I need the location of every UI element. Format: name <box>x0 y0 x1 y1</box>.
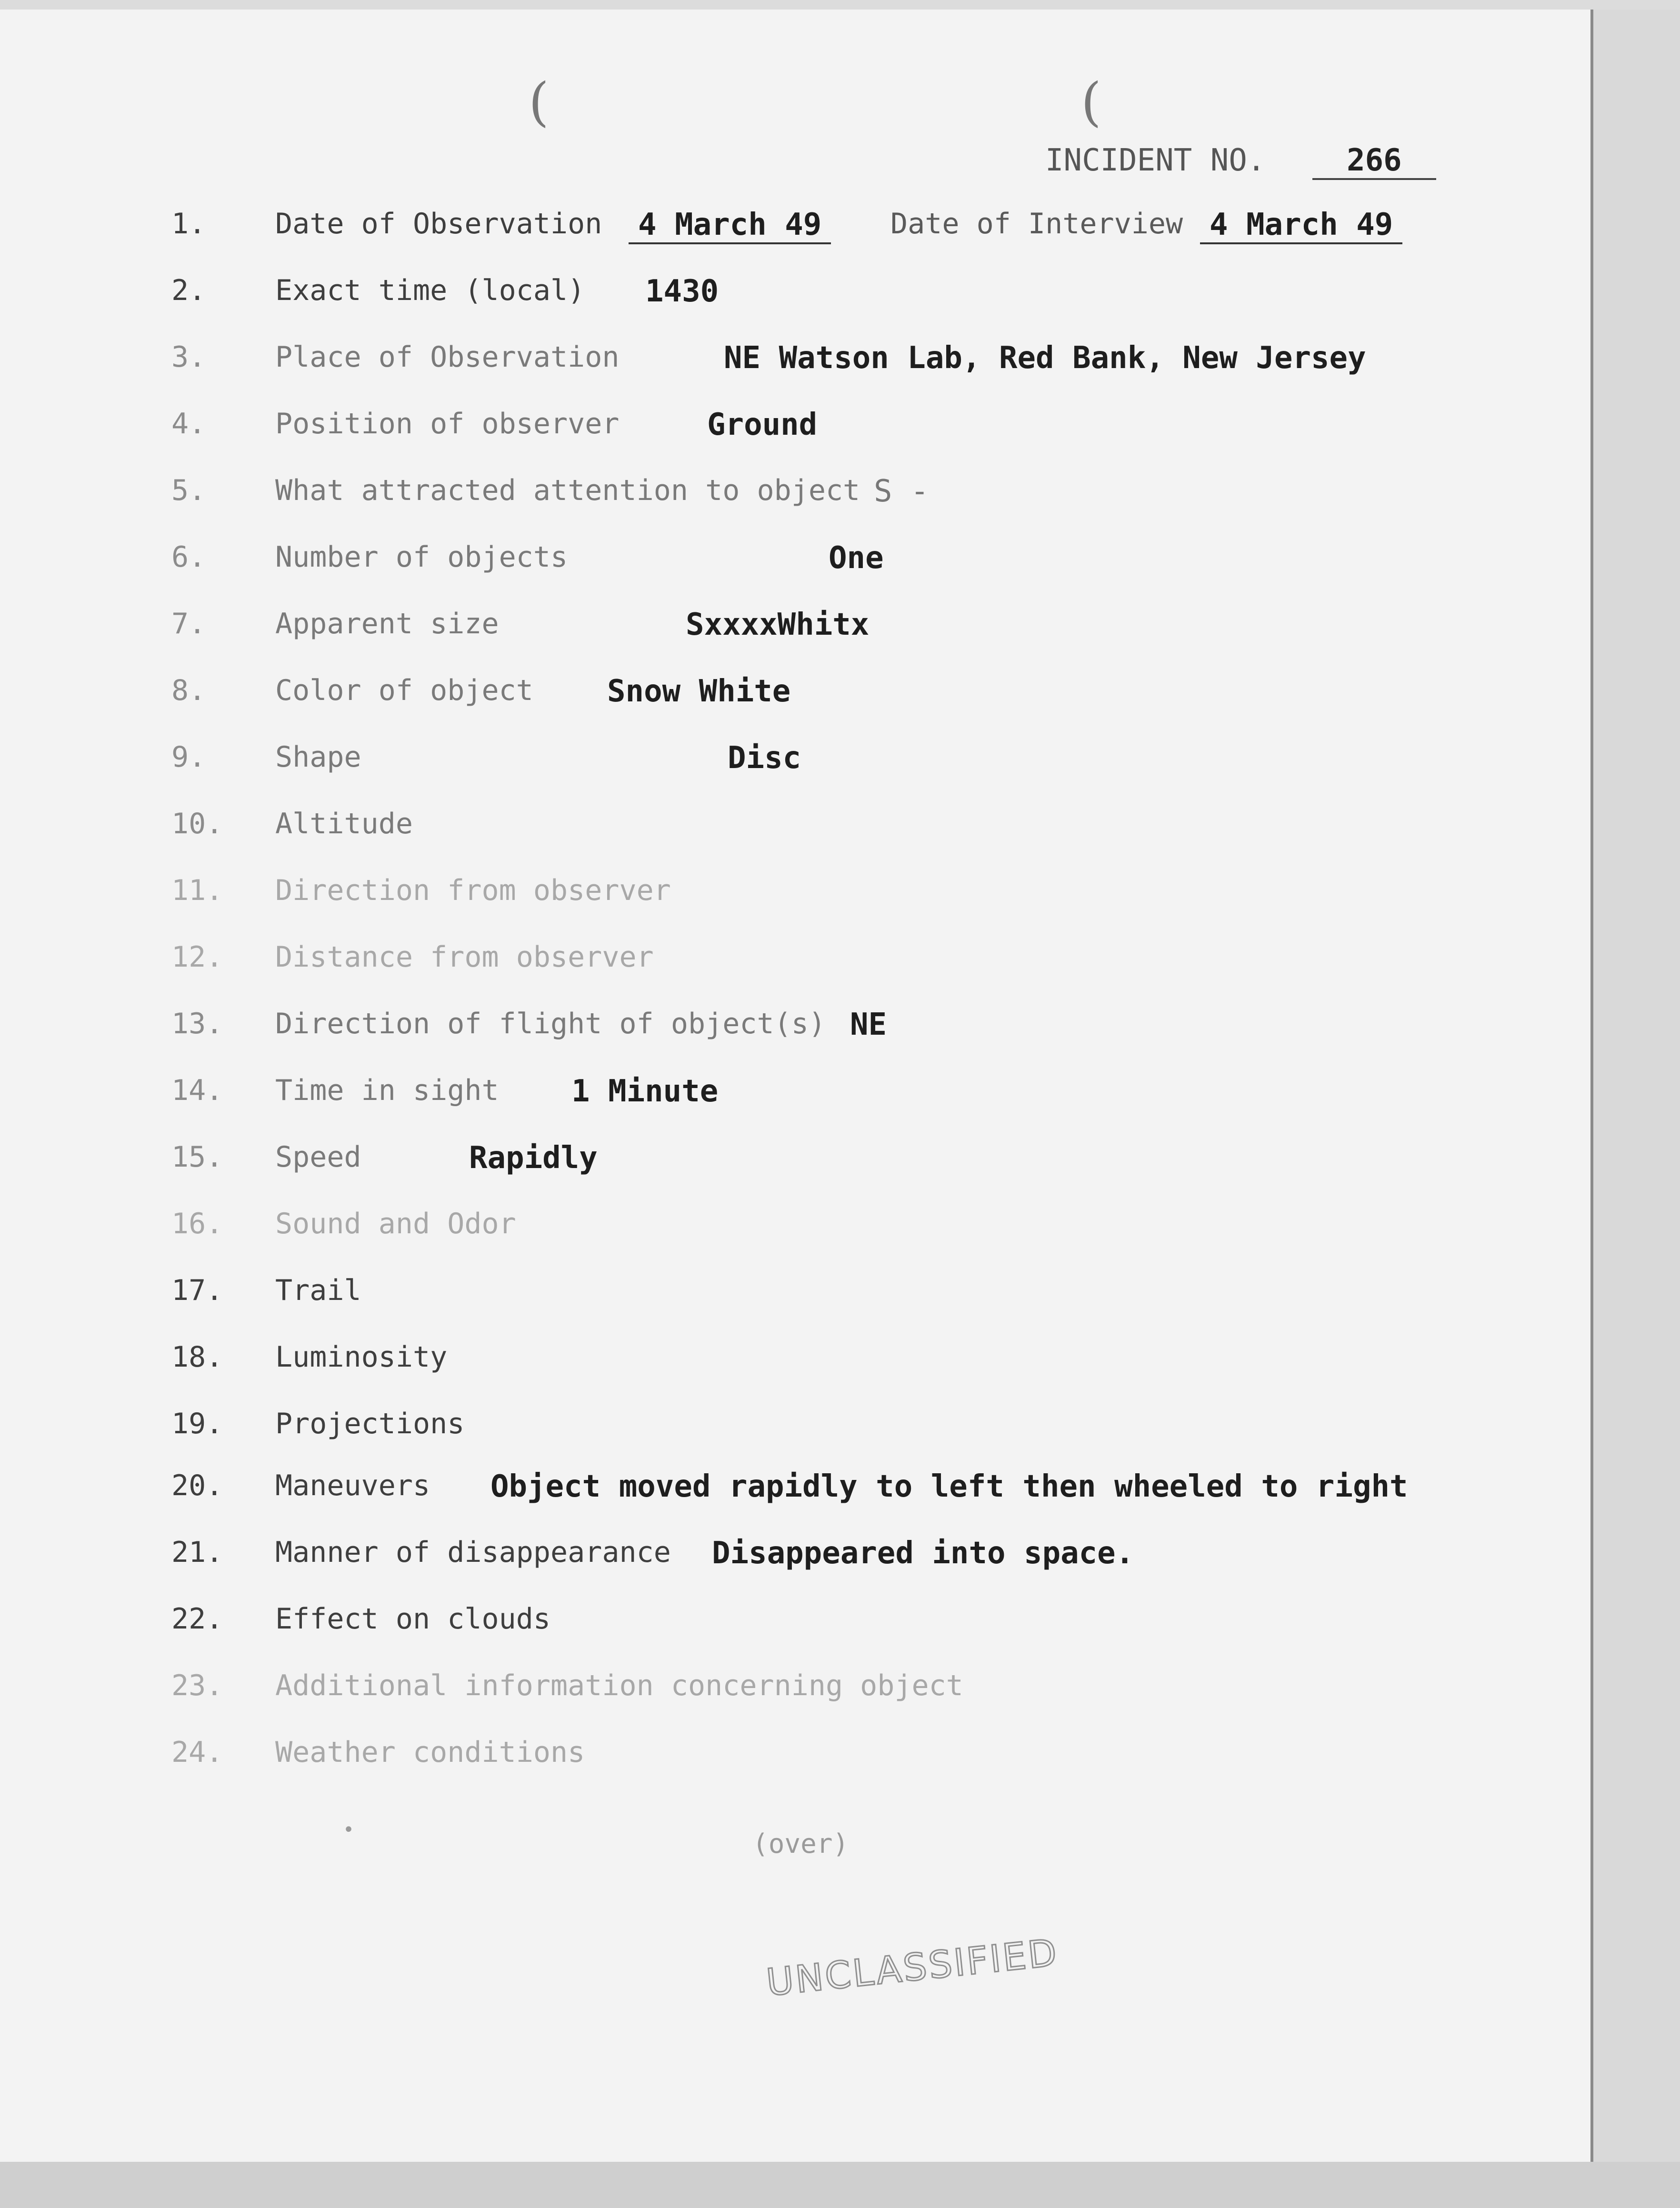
form-row-7 <box>0 607 1590 655</box>
item-value: Disc <box>728 740 801 776</box>
item-label: Direction from observer <box>275 874 671 907</box>
form-row-12 <box>0 940 1590 988</box>
item-number: 9. <box>171 740 206 774</box>
item-number: 10. <box>171 807 223 840</box>
item-value: S - <box>874 474 929 509</box>
item-label: Apparent size <box>275 607 499 640</box>
item-label: Luminosity <box>275 1340 448 1374</box>
item-number: 18. <box>171 1340 223 1374</box>
item-label: Sound and Odor <box>275 1207 516 1240</box>
item-number: 4. <box>171 407 206 440</box>
item-number: 7. <box>171 607 206 640</box>
top-scan-edge <box>0 0 1680 10</box>
item-number: 2. <box>171 274 206 307</box>
punch-hole-mark-right: ( <box>1081 71 1101 132</box>
item-number: 5. <box>171 474 206 507</box>
item-number: 17. <box>171 1274 223 1307</box>
item-number: 1. <box>171 207 206 240</box>
item-value: One <box>829 540 884 576</box>
item-label: Projections <box>275 1407 465 1440</box>
form-row-3 <box>0 340 1590 388</box>
item-number: 23. <box>171 1669 223 1702</box>
form-row-24 <box>0 1736 1590 1783</box>
item-value: NE Watson Lab, Red Bank, New Jersey <box>724 340 1366 376</box>
item-number: 24. <box>171 1736 223 1769</box>
form-row-17 <box>0 1274 1590 1321</box>
item-label: Date of Observation <box>275 207 602 240</box>
item-value: Disappeared into space. <box>712 1536 1134 1571</box>
item-label: Effect on clouds <box>275 1602 550 1636</box>
item-label: Trail <box>275 1274 361 1307</box>
item-value: Snow White <box>607 674 791 709</box>
item-label: Altitude <box>275 807 413 840</box>
form-row-10 <box>0 807 1590 855</box>
scan-speck: • <box>343 1819 355 1841</box>
item-label: Color of object <box>275 674 533 707</box>
form-row-13 <box>0 1007 1590 1055</box>
item-label: Maneuvers <box>275 1469 430 1502</box>
form-row-14 <box>0 1074 1590 1121</box>
item-number: 13. <box>171 1007 223 1040</box>
observation-date-value: 4 March 49 <box>629 207 831 244</box>
item-label: Direction of flight of object(s) <box>275 1007 826 1040</box>
form-row-15 <box>0 1140 1590 1188</box>
item-value: Ground <box>707 407 818 442</box>
item-label: Place of Observation <box>275 340 620 374</box>
item-label: Manner of disappearance <box>275 1536 671 1569</box>
form-row-11 <box>0 874 1590 921</box>
item-label: Number of objects <box>275 540 568 574</box>
over-note: (over) <box>752 1828 849 1859</box>
form-row-9 <box>0 740 1590 788</box>
form-row-19 <box>0 1407 1590 1455</box>
item-label: Position of observer <box>275 407 620 440</box>
item-value: 1430 <box>645 274 719 309</box>
document-page <box>0 10 1590 2167</box>
item-number: 11. <box>171 874 223 907</box>
item-value: NE <box>850 1007 887 1042</box>
form-row-5 <box>0 474 1590 521</box>
interview-date-label: Date of Interview <box>890 207 1183 240</box>
item-number: 14. <box>171 1074 223 1107</box>
form-row-23 <box>0 1669 1590 1717</box>
form-row-1 <box>0 207 1590 255</box>
bottom-scan-edge <box>0 2162 1680 2208</box>
form-row-4 <box>0 407 1590 455</box>
item-number: 22. <box>171 1602 223 1636</box>
incident-label: INCIDENT NO. <box>1045 143 1266 178</box>
form-row-8 <box>0 674 1590 721</box>
item-value: SxxxxWhitx <box>686 607 870 642</box>
item-number: 3. <box>171 340 206 374</box>
form-row-21 <box>0 1536 1590 1583</box>
form-row-22 <box>0 1602 1590 1650</box>
unclassified-stamp: UNCLASSIFIED <box>764 1931 1061 2005</box>
item-label: Shape <box>275 740 361 774</box>
item-number: 8. <box>171 674 206 707</box>
form-row-20 <box>0 1469 1590 1517</box>
item-label: Exact time (local) <box>275 274 585 307</box>
punch-hole-mark-left: ( <box>529 71 549 132</box>
item-label: Speed <box>275 1140 361 1174</box>
item-number: 21. <box>171 1536 223 1569</box>
item-value: Rapidly <box>469 1140 598 1176</box>
item-number: 20. <box>171 1469 223 1502</box>
form-row-16 <box>0 1207 1590 1255</box>
incident-number-header <box>1045 143 1436 180</box>
item-number: 12. <box>171 940 223 974</box>
item-number: 16. <box>171 1207 223 1240</box>
item-number: 6. <box>171 540 206 574</box>
item-label: Distance from observer <box>275 940 654 974</box>
item-label: Weather conditions <box>275 1736 585 1769</box>
form-row-2 <box>0 274 1590 321</box>
item-label: Additional information concerning object <box>275 1669 963 1702</box>
form-row-6 <box>0 540 1590 588</box>
form-row-18 <box>0 1340 1590 1388</box>
interview-date-value: 4 March 49 <box>1200 207 1402 244</box>
incident-number: 266 <box>1312 143 1436 180</box>
item-label: Time in sight <box>275 1074 499 1107</box>
item-value: Object moved rapidly to left then wheeled to right <box>490 1469 1408 1504</box>
item-number: 19. <box>171 1407 223 1440</box>
item-value: 1 Minute <box>571 1074 719 1109</box>
item-number: 15. <box>171 1140 223 1174</box>
item-label: What attracted attention to object <box>275 474 860 507</box>
